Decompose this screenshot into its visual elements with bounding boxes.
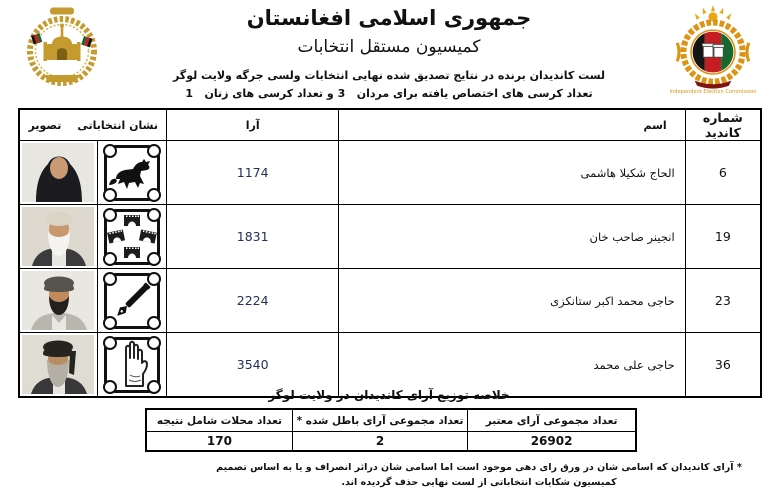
fountain-pen-symbol-icon bbox=[103, 272, 161, 330]
candidate-photo bbox=[22, 271, 94, 330]
candidate-name: الحاج شکیلا هاشمی bbox=[338, 141, 685, 205]
footnote: * آرای کاندیدان که اسامی شان در ورق رای دهی موجود است اما اسامی شان دراثر انصراف و یا به اساس تصمیم کمیسیون شکایات انتخاباتی از لست نهایی حذف گردیده اند. bbox=[216, 462, 742, 488]
four-bridges-symbol-icon bbox=[103, 208, 161, 266]
candidate-photo bbox=[22, 207, 94, 266]
candidate-votes: 2224 bbox=[167, 269, 338, 333]
candidate-number: 23 bbox=[685, 269, 761, 333]
summary-header-row bbox=[146, 409, 636, 432]
galloping-horse-symbol-icon bbox=[103, 144, 161, 202]
open-hand-symbol-icon bbox=[103, 336, 161, 394]
seats-description: تعداد کرسی های اختصاص یافته برای مردان 3 و تعداد کرسی های زنان 1 bbox=[185, 87, 593, 100]
summary-value-invalid-votes: 2 bbox=[292, 432, 467, 452]
candidate-row bbox=[19, 141, 761, 205]
col-header-candidate-number: شماره کاندید bbox=[685, 109, 761, 141]
col-header-symbol-photo bbox=[19, 109, 167, 141]
summary-label-valid-votes: تعداد مجموعی آرای معتبر bbox=[468, 409, 636, 432]
col-header-votes: آرا bbox=[167, 109, 338, 141]
candidate-name: انجینر صاحب خان bbox=[338, 205, 685, 269]
summary-values-row bbox=[146, 432, 636, 452]
list-description: لست کاندیدان برنده در نتایج تصدیق شده نهایی انتخابات ولسی جرگه ولایت لوگر bbox=[172, 69, 606, 82]
summary-label-stations-included: تعداد محلات شامل نتیجه bbox=[146, 409, 292, 432]
candidate-name: حاجی محمد اکبر ستانکزی bbox=[338, 269, 685, 333]
iec-emblem-caption: Independent Election Commission bbox=[669, 88, 757, 94]
summary-label-invalid-votes: تعداد مجموعی آرای باطل شده * bbox=[292, 409, 467, 432]
col-header-symbol: نشان انتخاباتی bbox=[77, 118, 158, 132]
summary-value-stations-included: 170 bbox=[146, 432, 292, 452]
candidate-votes: 1174 bbox=[167, 141, 338, 205]
page-subtitle-commission: کمیسیون مستقل انتخابات bbox=[297, 37, 481, 57]
candidate-name: حاجی علی محمد bbox=[338, 333, 685, 398]
candidate-votes: 3540 bbox=[167, 333, 338, 398]
summary-value-valid-votes: 26902 bbox=[468, 432, 636, 452]
col-header-name: اسم bbox=[338, 109, 685, 141]
candidate-number: 6 bbox=[685, 141, 761, 205]
afghanistan-national-emblem-icon bbox=[20, 6, 104, 90]
independent-election-commission-emblem-icon bbox=[666, 4, 760, 94]
candidate-photo bbox=[22, 143, 94, 202]
summary-table bbox=[145, 408, 637, 452]
candidate-photo bbox=[22, 335, 94, 394]
col-header-photo: تصویر bbox=[28, 118, 62, 132]
candidate-votes: 1831 bbox=[167, 205, 338, 269]
results-header-row bbox=[19, 109, 761, 141]
candidate-row bbox=[19, 269, 761, 333]
candidate-row bbox=[19, 205, 761, 269]
summary-title: خلاصه توزیع آرای کاندیدان در ولایت لوگر bbox=[268, 388, 510, 402]
candidate-number: 19 bbox=[685, 205, 761, 269]
candidate-number: 36 bbox=[685, 333, 761, 398]
page-title: جمهوری اسلامی افغانستان bbox=[246, 6, 532, 30]
results-table bbox=[18, 108, 762, 398]
